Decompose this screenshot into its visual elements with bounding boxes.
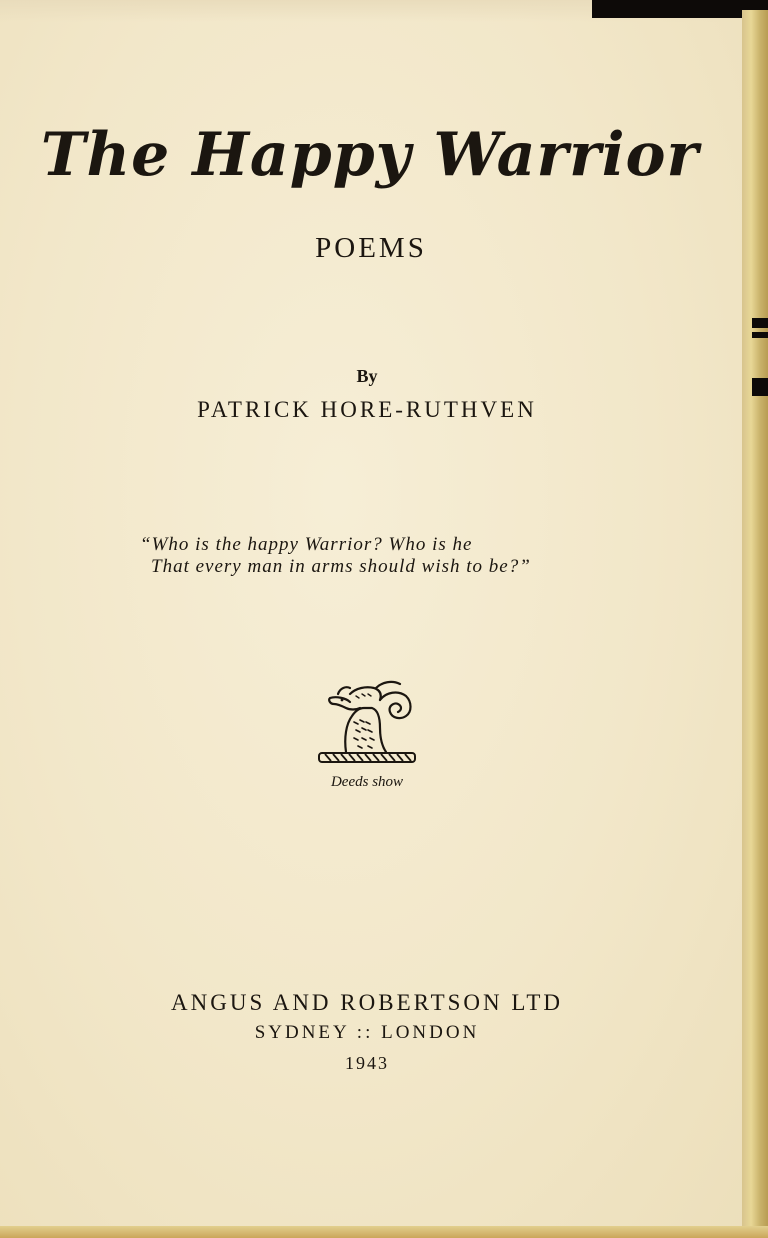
book-subtitle: POEMS [315, 232, 427, 264]
ram-head-crest-icon [316, 672, 418, 766]
page-edge-gap [752, 318, 768, 328]
publisher-name: ANGUS AND ROBERTSON LTD [171, 990, 563, 1015]
page-edge-gap [752, 378, 768, 396]
epigraph-line-1: “Who is the happy Warrior? Who is he [140, 534, 473, 555]
epigraph-line-2: That every man in arms should wish to be?” [151, 556, 531, 577]
author-name: PATRICK HORE-RUTHVEN [197, 397, 537, 422]
page-edge-gap [752, 332, 768, 338]
publication-year: 1943 [345, 1053, 389, 1073]
crest-motto: Deeds show [330, 774, 404, 790]
byline-prefix: By [356, 366, 378, 386]
bottom-page-edge [0, 1226, 768, 1238]
page-edge-strip [742, 10, 768, 1238]
publisher-places: SYDNEY :: LONDON [254, 1022, 480, 1043]
book-title: The Happy Warrior [40, 120, 700, 190]
